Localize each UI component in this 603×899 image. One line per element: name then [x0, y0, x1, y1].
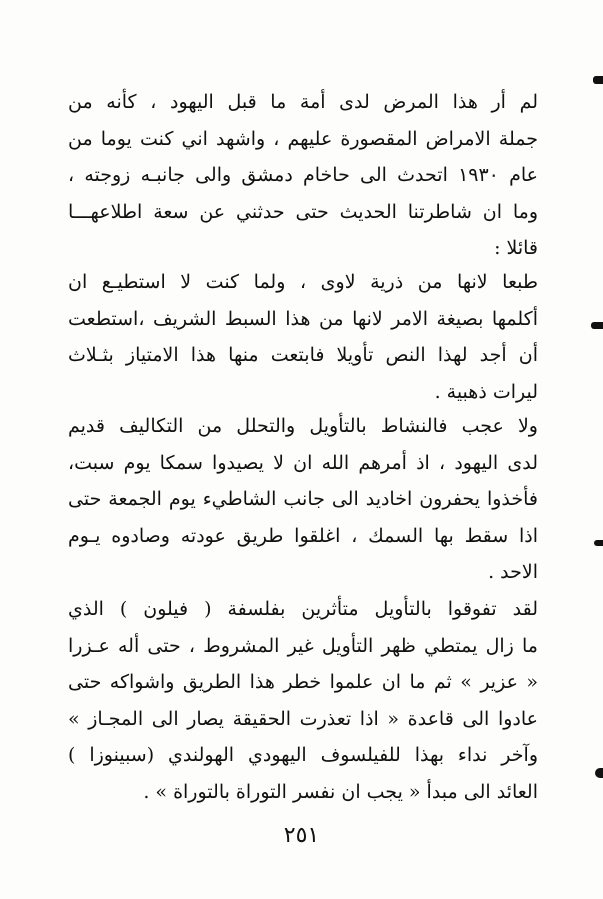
text-line: ليرات ذهبية . — [434, 380, 538, 403]
text-line: قائلا : — [494, 237, 538, 259]
paragraph-2 — [68, 264, 538, 410]
text-line: عام ١٩٣٠ اتحدث الى حاخام دمشق والى جانبـه زوجته ، — [68, 164, 538, 186]
scan-edge-mark — [595, 768, 603, 778]
text-line: لم أر هذا المرض لدى أمة ما قبل اليهود ، كأنه من — [68, 91, 538, 113]
text-line: طبعا لانها من ذرية لاوى ، ولما كنت لا استطيـع ان — [68, 271, 538, 293]
text-line: « عزير » ثم ما ان علموا خطر هذا الطريق واشواكه حتى — [68, 671, 538, 693]
text-line: وما ان شاطرتنا الحديث حتى حدثني عن سعة اطلاعهـــا — [68, 200, 538, 223]
text-line: لدى اليهود ، اذ أمرهم الله ان لا يصيدوا سمكا يوم سبت، — [68, 451, 538, 474]
text-line: الاحد . — [488, 561, 538, 583]
text-line: اذا سقط بها السمك ، اغلقوا طريق عودته وصادوه يـوم — [68, 524, 538, 547]
page-number: ٢٥١ — [283, 823, 320, 848]
scan-edge-mark — [591, 322, 603, 329]
text-line: وآخر نداء بهذا للفيلسوف اليهودي الهولندي (سبينوزا ) — [68, 744, 538, 766]
paragraph-3 — [68, 408, 538, 591]
text-line: ما زال يمتطي ظهر التأويل غير المشروط ، حتى أله عـزرا — [68, 634, 538, 657]
text-line: فأخذوا يحفرون اخاديد الى جانب الشاطيء يوم الجمعة حتى — [68, 488, 538, 510]
text-line: العائد الى مبدأ « يجب ان نفسر التوراة بالتوراة » . — [143, 780, 538, 803]
text-line: أن أجد لهذا النص تأويلا فابتعت منها هذا الامتياز بثـلاث — [68, 344, 538, 366]
text-line: جملة الامراض المقصورة عليهم ، واشهد اني كنت يوما من — [68, 127, 538, 150]
text-line: أكلمها بصيغة الامر لانها من هذا السبط الشريف ،استطعت — [68, 307, 538, 330]
text-line: لقد تفوقوا بالتأويل متأثرين بفلسفة ( فيلون ) الذي — [68, 598, 538, 620]
paragraph-1 — [68, 84, 538, 267]
text-line: عادوا الى قاعدة « اذا تعذرت الحقيقة يصار الى المجـاز » — [68, 707, 538, 730]
text-line: ولا عجب فالنشاط بالتأويل والتحلل من التكاليف قديم — [68, 415, 538, 437]
scan-edge-mark — [594, 540, 603, 546]
scan-edge-mark — [593, 76, 603, 84]
paragraph-4 — [68, 591, 538, 810]
